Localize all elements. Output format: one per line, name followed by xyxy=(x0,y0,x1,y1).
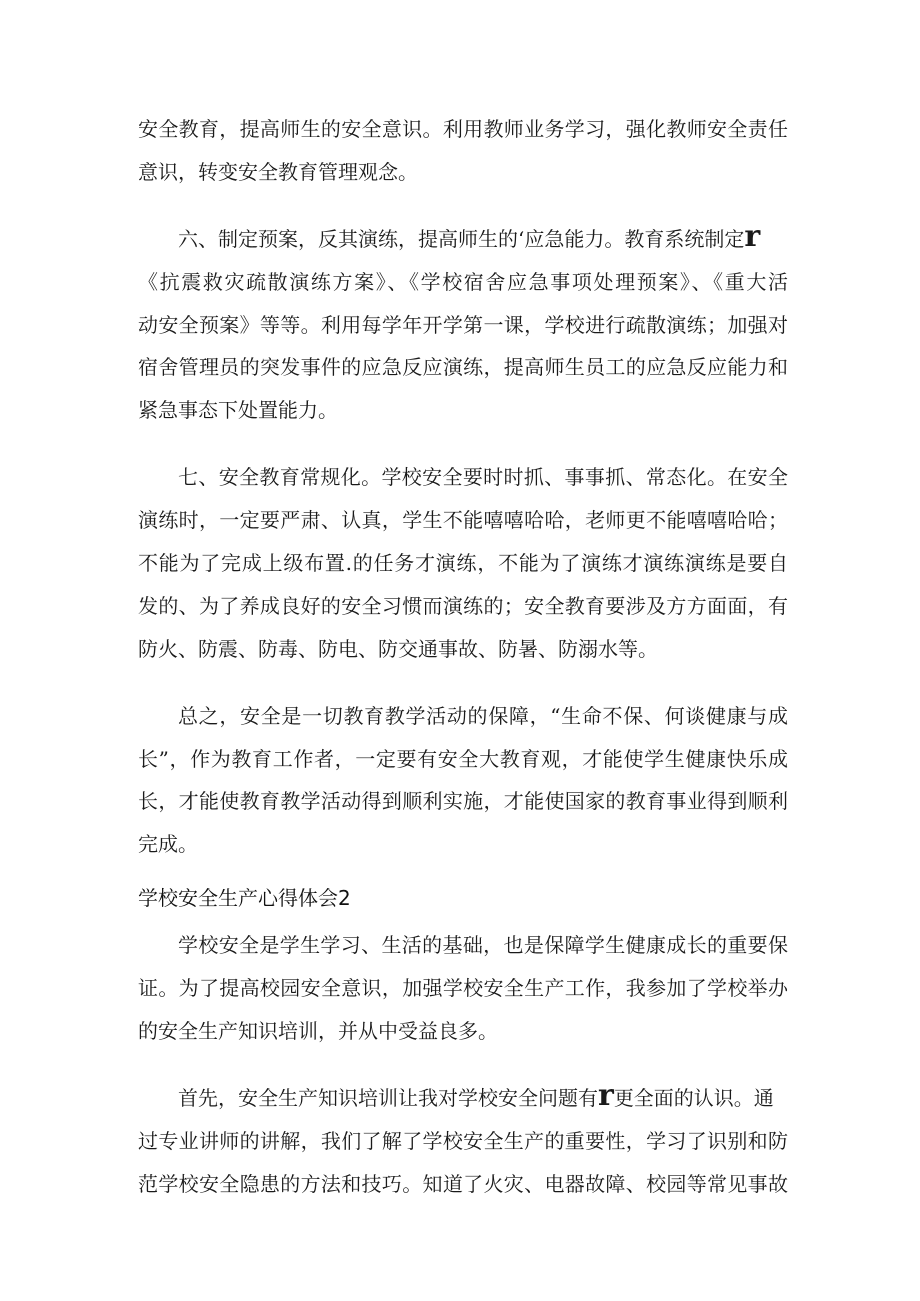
text-line: 演练时，一定要严肃、认真，学生不能嘻嘻哈哈，老师更不能嘻嘻哈哈； xyxy=(138,508,788,533)
text-line: 发的、为了养成良好的安全习惯而演练的；安全教育要涉及方方面面，有 xyxy=(138,593,788,618)
text-run: 六、制定预案，反其演练，提高师生的‘应急能力。教育系统制定 xyxy=(178,226,745,251)
text-line: 完成。 xyxy=(138,832,198,857)
text-line xyxy=(138,1077,788,1120)
paragraph-2 xyxy=(138,218,788,432)
text-line: 学校安全是学生学习、生活的基础，也是保障学生健康成长的重要保 xyxy=(178,933,788,958)
text-line: 长，才能使教育教学活动得到顺利实施，才能使国家的教育事业得到顺利 xyxy=(138,789,788,814)
text-line: 七、安全教育常规化。学校安全要时时抓、事事抓、常态化。在安全 xyxy=(178,465,788,490)
text-line: 过专业讲师的讲解，我们了解了学校安全生产的重要性，学习了识别和防 xyxy=(138,1128,788,1153)
stray-glyph: r xyxy=(598,1077,614,1113)
text-run: 首先，安全生产知识培训让我对学校安全问题有 xyxy=(178,1085,598,1110)
text-line: 长”，作为教育工作者，一定要有安全大教育观，才能使学生健康快乐成 xyxy=(138,746,788,771)
document-body xyxy=(138,108,788,1206)
text-line xyxy=(138,218,788,261)
text-line: 不能为了完成上级布置.的任务才演练，不能为了演练才演练演练是要自 xyxy=(138,551,788,576)
paragraph-6 xyxy=(138,1077,788,1206)
text-line: 证。为了提高校园安全意识，加强学校安全生产工作，我参加了学校举办 xyxy=(138,976,788,1001)
section-heading: 学校安全生产心得体会2 xyxy=(138,886,351,911)
text-line: 的安全生产知识培训，并从中受益良多。 xyxy=(138,1019,498,1044)
paragraph-1 xyxy=(138,108,788,194)
text-line: 紧急事态下处置能力。 xyxy=(138,398,338,423)
paragraph-5 xyxy=(138,924,788,1053)
text-line: 宿舍管理员的突发事件的应急反应演练，提高师生员工的应急反应能力和 xyxy=(138,355,788,380)
text-line: 动安全预案》等等。利用每学年开学第一课，学校进行疏散演练；加强对 xyxy=(138,312,788,337)
stray-glyph: r xyxy=(744,218,761,254)
paragraph-4 xyxy=(138,695,788,867)
text-line: 防火、防震、防毒、防电、防交通事故、防暑、防溺水等。 xyxy=(138,636,658,661)
text-line: 范学校安全隐患的方法和技巧。知道了火灾、电器故障、校园等常见事故 xyxy=(138,1171,788,1196)
text-line: 意识，转变安全教育管理观念。 xyxy=(138,159,418,184)
text-line: 安全教育，提高师生的安全意识。利用教师业务学习，强化教师安全责任 xyxy=(138,117,788,141)
text-run: 更全面的认识。通 xyxy=(613,1085,774,1110)
text-line: 总之，安全是一切教育教学活动的保障，“生命不保、何谈健康与成 xyxy=(178,703,788,728)
text-line: 《抗震救灾疏散演练方案》、《学校宿舍应急事项处理预案》、《重大活 xyxy=(138,269,788,294)
paragraph-3 xyxy=(138,456,788,670)
